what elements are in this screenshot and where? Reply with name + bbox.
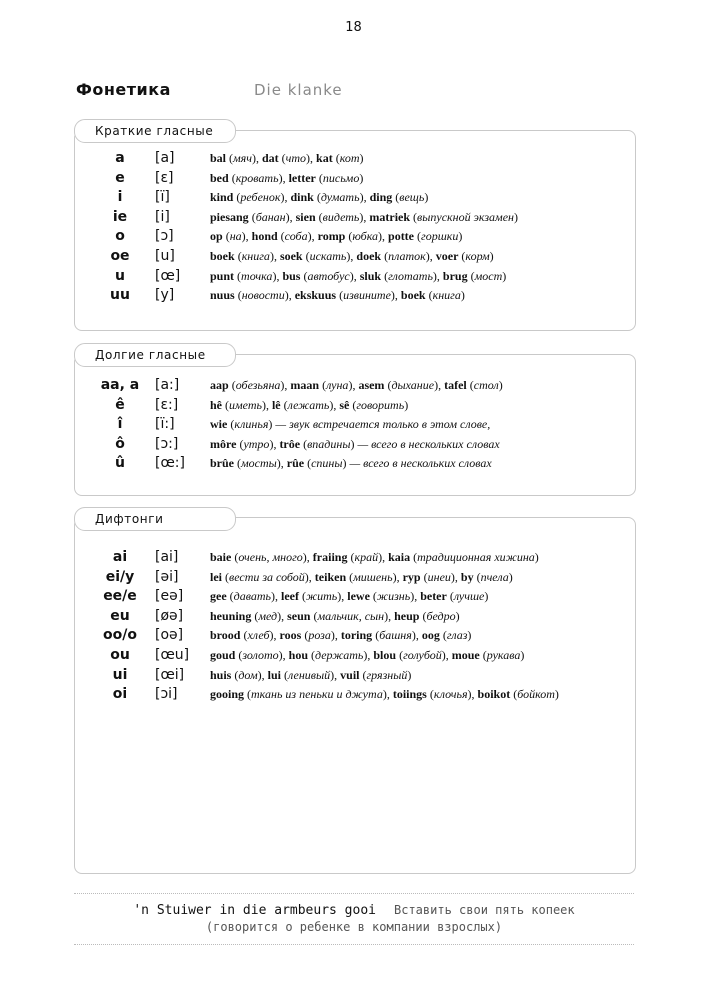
example-translation: дом [238, 667, 258, 682]
example-translation: голубой [403, 648, 442, 662]
phoneme-ipa: [a:] [155, 377, 180, 393]
example-word: ekskuus [294, 288, 337, 303]
example-word: doek [356, 249, 382, 263]
phoneme-ipa: [œ] [155, 267, 181, 284]
example-translation: грязный [366, 667, 408, 682]
example-translation: клочья [433, 687, 468, 702]
example-translation: книга [241, 249, 270, 263]
phoneme-examples: huis (дом), lui (ленивый), vuil (грязный) [210, 667, 412, 682]
phoneme-ipa: [œ:] [155, 455, 185, 472]
phoneme-letter: ie [112, 208, 128, 225]
example-word: kaia [388, 550, 411, 564]
phoneme-ipa: [ɔ] [155, 228, 174, 245]
example-word: bed [210, 170, 229, 185]
example-translation: корм [465, 249, 490, 263]
long-vowels-heading: Долгие гласные [74, 343, 236, 367]
phoneme-letter: uu [110, 287, 130, 304]
example-translation: извините [343, 288, 391, 303]
example-word: voer [435, 249, 459, 263]
phoneme-examples: gee (давать), leef (жить), lewe (жизнь), beter (лучше) [210, 589, 489, 604]
example-word: kind [210, 190, 234, 205]
phoneme-letter: ui [112, 666, 128, 683]
short-vowels-heading: Краткие гласные [74, 119, 236, 143]
example-word: heup [394, 608, 420, 623]
long-vowels-box [74, 354, 636, 496]
page-subtitle: Die klanke [254, 81, 343, 99]
phoneme-row [75, 646, 635, 665]
example-translation: башня [379, 628, 412, 643]
phoneme-row [75, 227, 635, 246]
phoneme-ipa: [a] [155, 150, 175, 166]
phoneme-examples: nuus (новости), ekskuus (извините), boek (книга) [210, 288, 465, 303]
example-translation: банан [255, 209, 286, 224]
phoneme-row [75, 548, 635, 567]
phoneme-ipa: [œu] [155, 647, 190, 663]
phoneme-letter: ai [112, 549, 128, 565]
phoneme-row [75, 568, 635, 587]
phoneme-examples: bed (кровать), letter (письмо) [210, 170, 364, 185]
example-word: aap [210, 378, 229, 392]
example-word: gooing [210, 687, 245, 702]
example-translation: край [354, 550, 379, 564]
phoneme-letter: ô [115, 435, 125, 452]
example-translation: лежать [287, 397, 330, 412]
example-word: vuil [340, 667, 360, 682]
example-word: huis [210, 667, 232, 682]
example-translation: лучше [453, 589, 485, 604]
example-translation: письмо [322, 170, 360, 185]
page-title: Фонетика [76, 80, 171, 99]
example-word: trôe [279, 436, 301, 451]
phoneme-examples: aap (обезьяна), maan (луна), asem (дыхание), tafel (стол) [210, 378, 503, 392]
example-translation: глотать [388, 268, 433, 283]
example-translation: инеи [427, 569, 451, 584]
example-word: matriek [369, 209, 411, 224]
example-translation: иметь [229, 397, 262, 412]
example-translation: соба [284, 229, 308, 244]
phoneme-examples: bal (мяч), dat (что), kat (кот) [210, 151, 364, 165]
example-word: fraiing [312, 550, 348, 564]
example-word: beter [420, 589, 447, 604]
example-translation: горшки [421, 229, 459, 244]
example-word: lui [267, 667, 281, 682]
example-word: seun [287, 608, 311, 623]
phoneme-examples: brood (хлеб), roos (роза), toring (башня), oog (глаз) [210, 628, 472, 643]
idiom-text: 'n Stuiwer in die armbeurs gooi [133, 903, 376, 918]
example-translation: ребенок [240, 190, 281, 205]
phoneme-row [75, 435, 635, 454]
example-translation: золото [242, 648, 279, 662]
phoneme-letter: u [115, 267, 125, 284]
phoneme-ipa: [ai] [155, 549, 179, 565]
example-word: boek [210, 249, 235, 263]
example-translation: книга [432, 288, 461, 303]
phoneme-examples: heuning (мед), seun (мальчик, сын), heup (бедро) [210, 608, 460, 623]
example-translation: традиционная хижина [417, 550, 535, 564]
example-word: bus [282, 268, 301, 283]
idiom-footer [74, 893, 634, 945]
idiom-translation: Вставить свои пять копеек [394, 903, 575, 917]
example-translation: на [229, 229, 242, 244]
example-translation: бедро [426, 608, 456, 623]
example-translation: пчела [480, 569, 509, 584]
example-word: hond [251, 229, 278, 244]
example-translation: платок [388, 249, 426, 263]
example-word: leef [280, 589, 299, 604]
example-translation: хлеб [247, 628, 270, 643]
phoneme-letter: ou [110, 647, 130, 663]
phoneme-row [75, 208, 635, 227]
example-word: kat [316, 151, 333, 165]
example-translation: спины [311, 456, 343, 471]
example-word: hou [288, 648, 308, 662]
example-word: rûe [286, 456, 305, 471]
example-word: soek [279, 249, 303, 263]
phoneme-ipa: [ɛ] [155, 169, 174, 186]
phoneme-examples: goud (золото), hou (держать), blou (голубой), moue (рукава) [210, 648, 525, 662]
phoneme-letter: a [115, 150, 125, 166]
example-translation: юбка [352, 229, 379, 244]
example-word: romp [317, 229, 346, 244]
phoneme-row [75, 286, 635, 305]
example-word: heuning [210, 608, 252, 623]
example-translation: видеть [322, 209, 360, 224]
diphthongs-box [74, 517, 636, 874]
example-word: moue [451, 648, 480, 662]
phoneme-examples: piesang (банан), sien (видеть), matriek (выпускной экзамен) [210, 209, 518, 224]
example-word: brûe [210, 456, 234, 471]
phoneme-ipa: [əi] [155, 568, 179, 585]
example-word: dat [261, 151, 279, 165]
example-word: môre [210, 436, 237, 451]
phoneme-ipa: [i] [155, 208, 170, 225]
phoneme-row [75, 149, 635, 168]
example-translation: мост [474, 268, 503, 283]
example-word: by [460, 569, 474, 584]
example-translation: рукава [486, 648, 521, 662]
example-translation: точка [241, 268, 273, 283]
phoneme-letter: ei/y [105, 568, 135, 585]
example-word: piesang [210, 209, 249, 224]
example-translation: дыхание [391, 378, 435, 392]
example-translation: держать [315, 648, 364, 662]
phoneme-examples: gooing (ткань из пеньки и джута), toiings (клочья), boikot (бойкот) [210, 687, 559, 702]
phoneme-ipa: [oə] [155, 627, 184, 644]
phoneme-ipa: [ï] [155, 189, 170, 206]
example-word: hê [210, 397, 222, 412]
example-word: asem [358, 378, 385, 392]
example-translation: автобус [307, 268, 350, 283]
example-translation: говорить [356, 397, 405, 412]
example-word: nuus [210, 288, 235, 303]
example-translation: роза [308, 628, 331, 643]
example-translation: что [285, 151, 307, 165]
example-word: teiken [314, 569, 347, 584]
example-word: toiings [392, 687, 427, 702]
phoneme-examples: kind (ребенок), dink (думать), ding (вещь) [210, 190, 429, 205]
phoneme-letter: ee/e [103, 588, 137, 605]
example-word: dink [290, 190, 314, 205]
phoneme-examples: brûe (мосты), rûe (спины) — всего в нескольких словах [210, 456, 492, 471]
page-number: 18 [345, 20, 362, 35]
example-translation: утро [243, 436, 270, 451]
phoneme-ipa: [ɔ:] [155, 435, 179, 452]
phoneme-examples: op (на), hond (соба), romp (юбка), potte (горшки) [210, 229, 463, 244]
example-translation: мяч [233, 151, 252, 165]
example-translation: ленивый [287, 667, 331, 682]
phoneme-ipa: [ɔi] [155, 686, 178, 703]
example-word: bal [210, 151, 227, 165]
example-word: maan [290, 378, 320, 392]
phoneme-examples: môre (утро), trôe (впадины) — всего в нескольких словах [210, 436, 500, 451]
phoneme-examples: wie (клинья) — звук встречается только в этом слове, [210, 417, 491, 432]
phoneme-ipa: [y] [155, 287, 175, 304]
phoneme-row [75, 169, 635, 188]
example-translation: очень, много [238, 550, 303, 564]
example-word: ding [369, 190, 393, 205]
phoneme-letter: oe [110, 248, 130, 264]
phoneme-row [75, 626, 635, 645]
example-word: baie [210, 550, 232, 564]
example-translation: вести за собой [229, 569, 305, 584]
example-word: lei [210, 569, 222, 584]
example-word: wie [210, 417, 228, 432]
phoneme-row [75, 267, 635, 286]
example-translation: клинья [234, 417, 269, 432]
example-translation: мишень [353, 569, 393, 584]
phoneme-row [75, 607, 635, 626]
phoneme-letter: o [115, 228, 125, 245]
example-translation: впадины [307, 436, 351, 451]
example-translation: новости [241, 288, 285, 303]
phoneme-letter: û [115, 455, 125, 472]
example-word: letter [288, 170, 316, 185]
example-word: sê [339, 397, 350, 412]
example-word: punt [210, 268, 235, 283]
phoneme-ipa: [œi] [155, 666, 185, 683]
example-word: goud [210, 648, 236, 662]
example-note: — звук встречается только в этом слове, [272, 417, 491, 432]
phoneme-row [75, 188, 635, 207]
phoneme-ipa: [ï:] [155, 416, 175, 433]
example-translation: кровать [235, 170, 279, 185]
phoneme-row [75, 454, 635, 473]
example-translation: мосты [241, 456, 277, 471]
phoneme-letter: aa, a [100, 377, 140, 393]
example-word: lewe [347, 589, 370, 604]
phoneme-letter: ê [115, 396, 125, 413]
phoneme-examples: punt (точка), bus (автобус), sluk (глотать), brug (мост) [210, 268, 507, 283]
phoneme-row [75, 587, 635, 606]
example-translation: выпускной экзамен [417, 209, 514, 224]
phoneme-ipa: [øə] [155, 607, 184, 624]
phoneme-letter: e [115, 169, 125, 186]
example-translation: кот [339, 151, 360, 165]
example-word: sien [295, 209, 316, 224]
example-translation: ткань из пеньки и джута [251, 687, 383, 702]
phoneme-row [75, 666, 635, 685]
example-word: blou [373, 648, 397, 662]
example-translation: мед [258, 608, 278, 623]
example-translation: давать [233, 589, 271, 604]
phoneme-row [75, 376, 635, 395]
example-translation: бойкот [517, 687, 555, 702]
phoneme-row [75, 247, 635, 266]
phoneme-examples: baie (очень, много), fraiing (край), kaia (традиционная хижина) [210, 550, 539, 564]
example-translation: думать [320, 190, 360, 205]
phoneme-examples: lei (вести за собой), teiken (мишень), ryp (инеи), by (пчела) [210, 569, 513, 584]
example-word: sluk [359, 268, 382, 283]
example-word: tafel [444, 378, 467, 392]
phoneme-letter: î [117, 416, 123, 433]
example-word: gee [210, 589, 227, 604]
phoneme-letter: oi [112, 686, 128, 703]
short-vowels-box [74, 130, 636, 331]
phoneme-examples: boek (книга), soek (искать), doek (платок), voer (корм) [210, 249, 494, 263]
phoneme-ipa: [ɛ:] [155, 396, 179, 413]
phoneme-row [75, 396, 635, 415]
example-word: toring [340, 628, 373, 643]
example-translation: мальчик, сын [317, 608, 385, 623]
phoneme-ipa: [u] [155, 248, 175, 264]
example-word: brug [442, 268, 468, 283]
example-word: boikot [477, 687, 511, 702]
example-word: ryp [402, 569, 421, 584]
phoneme-letter: i [117, 189, 123, 206]
phoneme-examples: hê (иметь), lê (лежать), sê (говорить) [210, 397, 409, 412]
phoneme-ipa: [eə] [155, 588, 184, 605]
example-translation: стол [473, 378, 499, 392]
example-word: boek [400, 288, 426, 303]
example-translation: искать [309, 249, 347, 263]
example-word: roos [279, 628, 302, 643]
phoneme-row [75, 415, 635, 434]
phoneme-row [75, 685, 635, 704]
example-translation: жить [305, 589, 338, 604]
example-word: potte [388, 229, 415, 244]
idiom-note: (говорится о ребенке в компании взрослых) [205, 920, 503, 934]
example-note: — всего в нескольких словах [354, 436, 500, 451]
example-word: brood [210, 628, 241, 643]
phoneme-letter: oo/o [103, 627, 137, 644]
example-word: oog [421, 628, 440, 643]
example-translation: вещь [399, 190, 425, 205]
example-word: op [210, 229, 223, 244]
example-translation: луна [326, 378, 349, 392]
example-translation: обезьяна [235, 378, 281, 392]
example-note: — всего в нескольких словах [346, 456, 492, 471]
diphthongs-heading: Дифтонги [74, 507, 236, 531]
example-word: lê [271, 397, 281, 412]
phoneme-letter: eu [110, 607, 130, 624]
example-translation: глаз [446, 628, 468, 643]
example-translation: жизнь [376, 589, 411, 604]
